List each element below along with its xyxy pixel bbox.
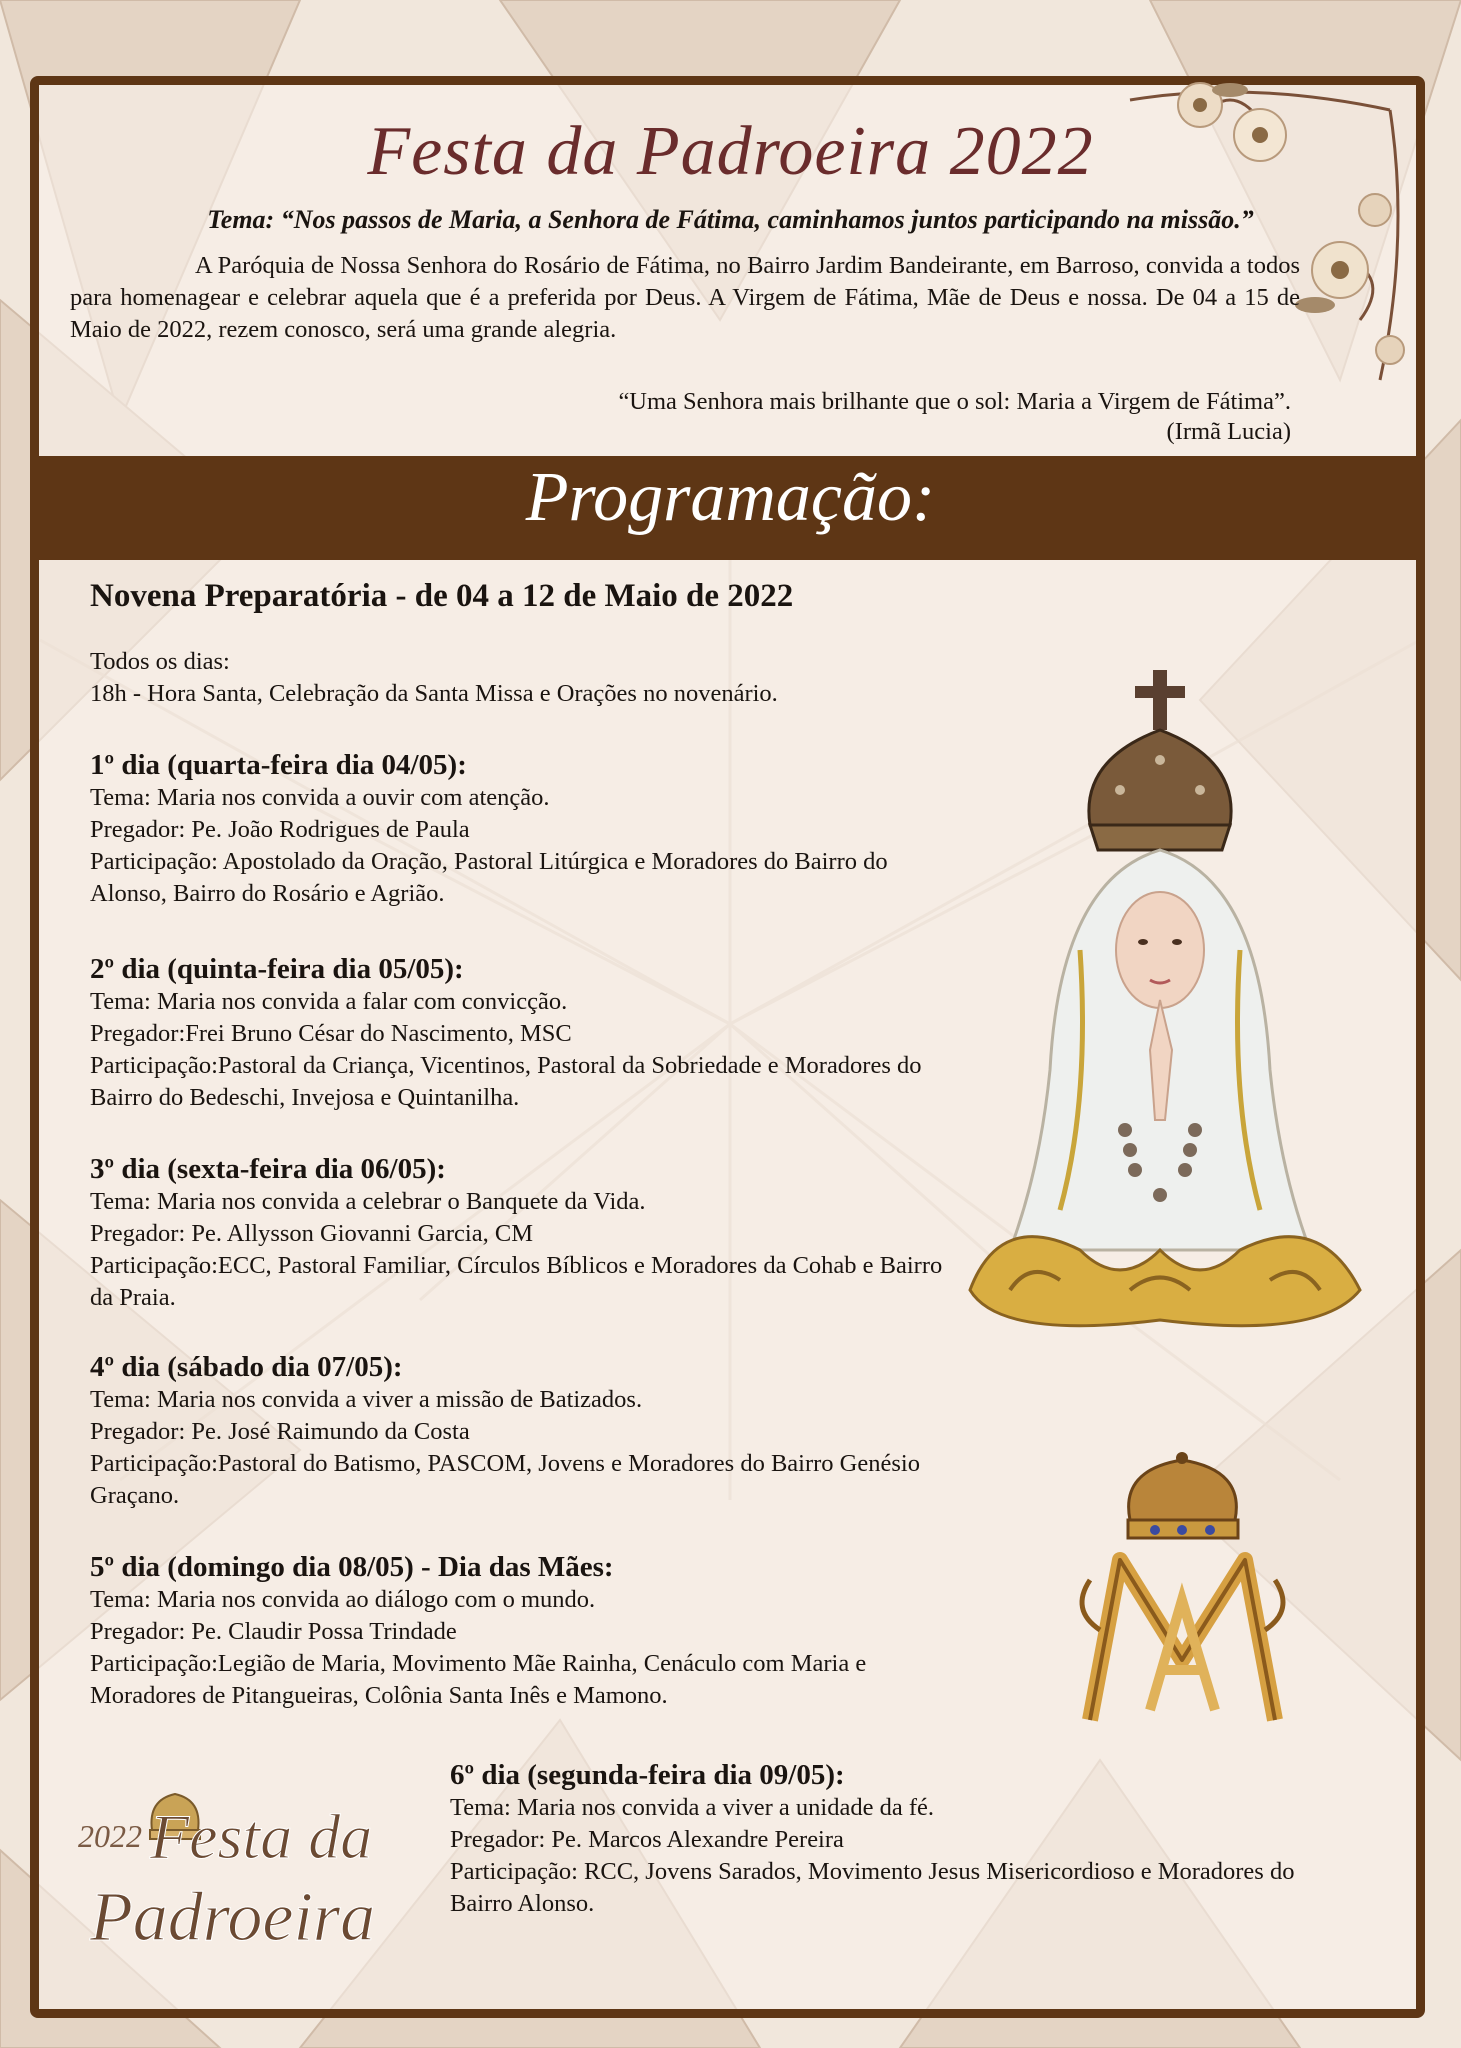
day-preacher: Pregador: Pe. Allysson Giovanni Garcia, CM — [90, 1220, 533, 1247]
day-participation: Participação: Apostolado da Oração, Pastoral Litúrgica e Moradores do Bairro do Alonso, Bairro do Rosário e Agrião. — [90, 848, 888, 907]
programacao-heading: Programação: — [525, 459, 936, 536]
crowned-marian-monogram-image — [1060, 1450, 1305, 1740]
our-lady-of-fatima-statue-image — [940, 650, 1390, 1340]
day-theme: Tema: Maria nos convida a celebrar o Banquete da Vida. — [90, 1188, 646, 1215]
day-block-2 — [90, 952, 950, 1114]
day-participation: Participação: RCC, Jovens Sarados, Movimento Jesus Misericordioso e Moradores do Bairro Alonso. — [450, 1858, 1295, 1917]
intro-paragraph: A Paróquia de Nossa Senhora do Rosário de Fátima, no Bairro Jardim Bandeirante, em Barroso, convida a todos para homenagear e celebrar aquela que é a preferida por Deus. A Virgem de Fátima, Mãe de Deus e nossa. De 04 a 15 de Maio de 2022, rezem conosco, será uma grande alegria. — [70, 252, 1300, 343]
day-theme: Tema: Maria nos convida ao diálogo com o mundo. — [90, 1586, 596, 1613]
day-heading: 5º dia (domingo dia 08/05) - Dia das Mães: — [90, 1551, 614, 1583]
day-participation: Participação:Legião de Maria, Movimento Mãe Rainha, Cenáculo com Maria e Moradores de Pitangueiras, Colônia Santa Inês e Mamono. — [90, 1650, 867, 1709]
daily-schedule-label: Todos os dias: — [90, 648, 230, 675]
logo-line2: Padroeira — [90, 1879, 376, 1956]
theme-line: Tema: “Nos passos de Maria, a Senhora de Fátima, caminhamos juntos participando na missão.” — [207, 205, 1254, 234]
daily-schedule — [90, 646, 778, 710]
day-theme: Tema: Maria nos convida a falar com convicção. — [90, 988, 568, 1015]
page-title: Festa da Padroeira 2022 — [367, 113, 1094, 190]
day-preacher: Pregador: Pe. José Raimundo da Costa — [90, 1418, 470, 1445]
daily-schedule-text: 18h - Hora Santa, Celebração da Santa Missa e Orações no novenário. — [90, 680, 778, 707]
quote-text: “Uma Senhora mais brilhante que o sol: Maria a Virgem de Fátima”. — [618, 388, 1291, 415]
day-preacher: Pregador: Pe. Claudir Possa Trindade — [90, 1618, 457, 1645]
day-participation: Participação:Pastoral da Criança, Vicentinos, Pastoral da Sobriedade e Moradores do Bairro do Bedeschi, Invejosa e Quintanilha. — [90, 1052, 922, 1111]
quote-author: (Irmã Lucia) — [1166, 418, 1291, 445]
day-heading: 1º dia (quarta-feira dia 04/05): — [90, 749, 467, 781]
day-block-1 — [90, 748, 950, 910]
logo-year: 2022 — [78, 1818, 142, 1854]
day-block-3 — [90, 1152, 950, 1314]
day-block-4 — [90, 1350, 950, 1512]
day-heading: 6º dia (segunda-feira dia 09/05): — [450, 1759, 845, 1791]
day-heading: 3º dia (sexta-feira dia 06/05): — [90, 1153, 446, 1185]
logo-line1: Festa da — [150, 1801, 373, 1872]
day-block-5 — [90, 1550, 950, 1712]
day-theme: Tema: Maria nos convida a ouvir com atenção. — [90, 784, 550, 811]
day-theme: Tema: Maria nos convida a viver a unidade da fé. — [450, 1794, 935, 1821]
day-block-6 — [450, 1758, 1350, 1920]
day-heading: 2º dia (quinta-feira dia 05/05): — [90, 953, 464, 985]
novena-title: Novena Preparatória - de 04 a 12 de Maio de 2022 — [90, 578, 794, 614]
day-theme: Tema: Maria nos convida a viver a missão de Batizados. — [90, 1386, 643, 1413]
day-participation: Participação:Pastoral do Batismo, PASCOM, Jovens e Moradores do Bairro Genésio Graçano. — [90, 1450, 920, 1509]
day-preacher: Pregador: Pe. Marcos Alexandre Pereira — [450, 1826, 844, 1853]
day-preacher: Pregador:Frei Bruno César do Nascimento, MSC — [90, 1020, 572, 1047]
day-participation: Participação:ECC, Pastoral Familiar, Círculos Bíblicos e Moradores da Cohab e Bairro da Praia. — [90, 1252, 943, 1311]
day-heading: 4º dia (sábado dia 07/05): — [90, 1351, 403, 1383]
day-preacher: Pregador: Pe. João Rodrigues de Paula — [90, 816, 470, 843]
